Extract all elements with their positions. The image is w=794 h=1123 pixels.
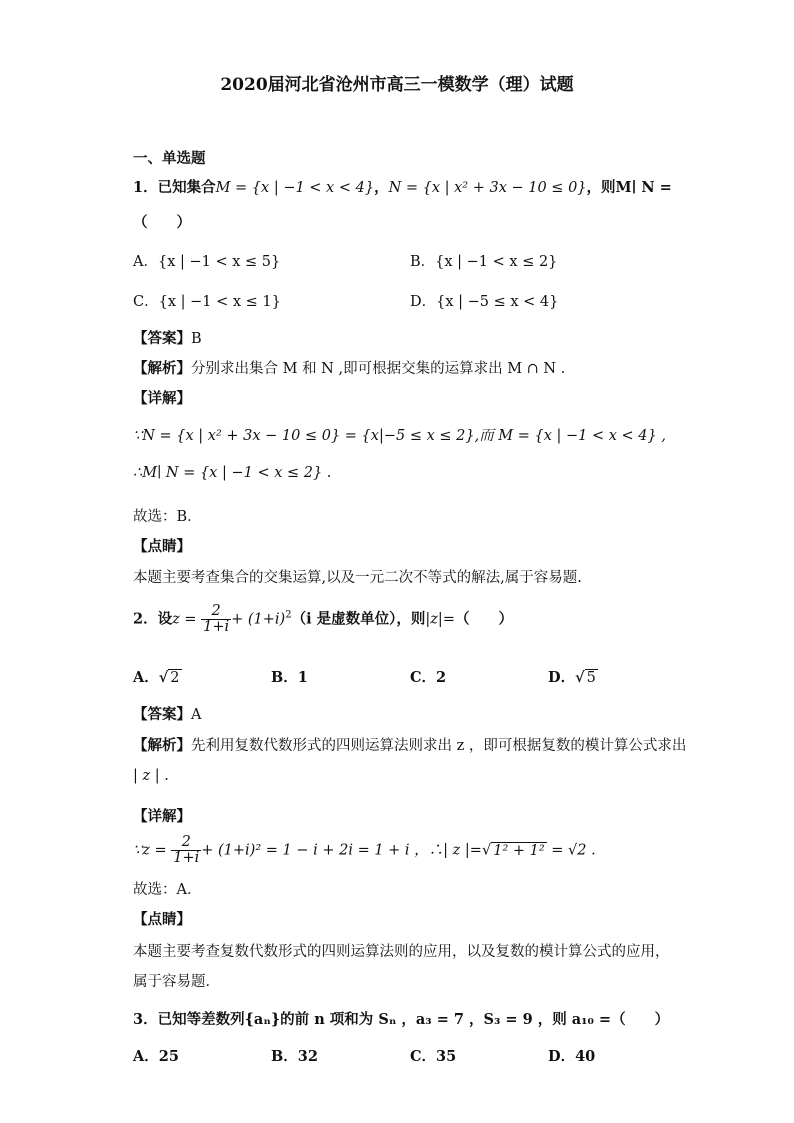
q3-stem xyxy=(133,1008,669,1029)
q2-eq: = xyxy=(184,611,197,628)
q2-detail-tag: 【详解】 xyxy=(133,808,191,825)
q2-analysis-1: 先利用复数代数形式的四则运算法则求出 z ，即可根据复数的模计算公式求出 xyxy=(191,738,687,754)
q2-frac-den: 1+i xyxy=(203,619,230,635)
q1-option-c: C．{x | −1 < x ≤ 1} xyxy=(133,294,281,310)
q2-comment-line2: 属于容易题． xyxy=(133,974,220,990)
q2-analysis-tag: 【解析】 xyxy=(133,737,191,754)
q1-detail-line1: ∵N = {x | x² + 3x − 10 ≤ 0} = {x|−5 ≤ x ≤ 2},而 M = {x | −1 < x < 4} , xyxy=(133,428,666,444)
q2-frac-num: 2 xyxy=(201,604,231,620)
q2-option-b: B．1 xyxy=(271,669,308,686)
q1-answer: B xyxy=(191,331,202,347)
q2-stem-pre: 设 xyxy=(157,610,173,628)
q2-stem-rest: + (1+i) xyxy=(231,611,286,628)
q2-stem xyxy=(133,604,513,635)
q1-detail-tag: 【详解】 xyxy=(133,390,191,407)
q3-option-b: B．32 xyxy=(271,1048,318,1065)
q2-choose: 故选：A． xyxy=(133,882,202,898)
q2-answer-tag: 【答案】 xyxy=(133,706,191,723)
q2-option-a xyxy=(133,666,182,687)
q1-comment-tag: 【点睛】 xyxy=(133,538,191,555)
q1-stem xyxy=(133,176,672,197)
q2-comment-tag: 【点睛】 xyxy=(133,911,191,928)
q1-option-a: A．{x | −1 < x ≤ 5} xyxy=(133,254,281,270)
q1-answer-line xyxy=(133,327,202,348)
q2-abs-expr: |z|= xyxy=(425,611,455,628)
q2-detail-mid: + (1+i)² = 1 − i + 2i = 1 + i ，∴| z |= xyxy=(201,842,482,859)
q1-option-d: D．{x | −5 ≤ x < 4} xyxy=(410,294,559,310)
section-heading: 一、单选题 xyxy=(133,150,206,167)
q1-set-m: M = {x | −1 < x < 4} xyxy=(215,180,375,196)
q1-stem-post: ，则M∣ N = xyxy=(586,179,672,196)
q1-analysis: 分别求出集合 M 和 N ,即可根据交集的运算求出 M ∩ N . xyxy=(191,361,566,377)
q2-detail-end: = √2 . xyxy=(551,842,596,859)
q1-analysis-tag: 【解析】 xyxy=(133,360,191,377)
q2-option-d-label: D． xyxy=(548,669,576,686)
q3-stem-text: 已知等差数列{aₙ}的前 n 项和为 Sₙ ，a₃ = 7 ，S₃ = 9 ，则 a₁₀ =（ ） xyxy=(157,1011,670,1028)
q2-square: 2 xyxy=(285,609,292,621)
q2-analysis-line2: | z | . xyxy=(133,768,169,784)
q2-analysis-line1 xyxy=(133,734,686,755)
q2-detail-frac-den: 1+i xyxy=(173,850,200,866)
q2-stem-paren: （i 是虚数单位），则 xyxy=(291,610,426,628)
q2-option-c: C．2 xyxy=(410,669,447,686)
q2-fraction xyxy=(201,604,231,635)
q3-option-d: D．40 xyxy=(548,1048,596,1065)
sqrt-icon: √ xyxy=(158,669,169,686)
q2-detail-root: 1² + 1² xyxy=(493,842,545,859)
q1-stem-pre: 已知集合 xyxy=(157,179,216,196)
q2-option-d xyxy=(548,666,598,687)
q2-stem-end: （ ） xyxy=(454,610,513,628)
q1-comma: ， xyxy=(374,179,389,196)
q1-choose: 故选：B． xyxy=(133,509,202,525)
q2-comment-line1: 本题主要考查复数代数形式的四则运算法则的应用，以及复数的模计算公式的应用， xyxy=(133,944,670,960)
q2-z-var: z xyxy=(172,611,180,628)
document-title: 2020届河北省沧州市高三一模数学（理）试题 xyxy=(220,75,574,95)
q2-number: 2． xyxy=(133,610,158,628)
q1-answer-tag: 【答案】 xyxy=(133,330,191,347)
q1-number: 1． xyxy=(133,179,158,196)
q2-answer: A xyxy=(191,707,202,723)
q2-option-a-label: A． xyxy=(133,669,159,686)
q1-detail-line2: ∴M∣ N = {x | −1 < x ≤ 2} . xyxy=(133,465,332,481)
sqrt-icon: √ xyxy=(481,842,492,859)
q2-detail-pre: ∵z = xyxy=(133,842,167,859)
sqrt-icon: √ xyxy=(575,669,585,686)
q2-detail-fraction xyxy=(171,835,201,866)
q1-paren: （ ） xyxy=(133,214,191,231)
q1-option-b: B．{x | −1 < x ≤ 2} xyxy=(410,254,558,270)
q3-option-c: C．35 xyxy=(410,1048,457,1065)
q2-detail-frac-num: 2 xyxy=(171,835,201,851)
q1-comment: 本题主要考查集合的交集运算,以及一元二次不等式的解法,属于容易题. xyxy=(133,570,582,586)
q2-option-d-val: 5 xyxy=(586,670,596,686)
q2-option-a-val: 2 xyxy=(170,670,180,686)
q1-analysis-line xyxy=(133,357,565,378)
q2-answer-line xyxy=(133,703,201,724)
q1-set-n: N = {x | x² + 3x − 10 ≤ 0} xyxy=(388,180,587,196)
q3-option-a: A．25 xyxy=(133,1048,179,1065)
q3-number: 3． xyxy=(133,1011,158,1028)
q2-detail-line xyxy=(133,835,596,866)
